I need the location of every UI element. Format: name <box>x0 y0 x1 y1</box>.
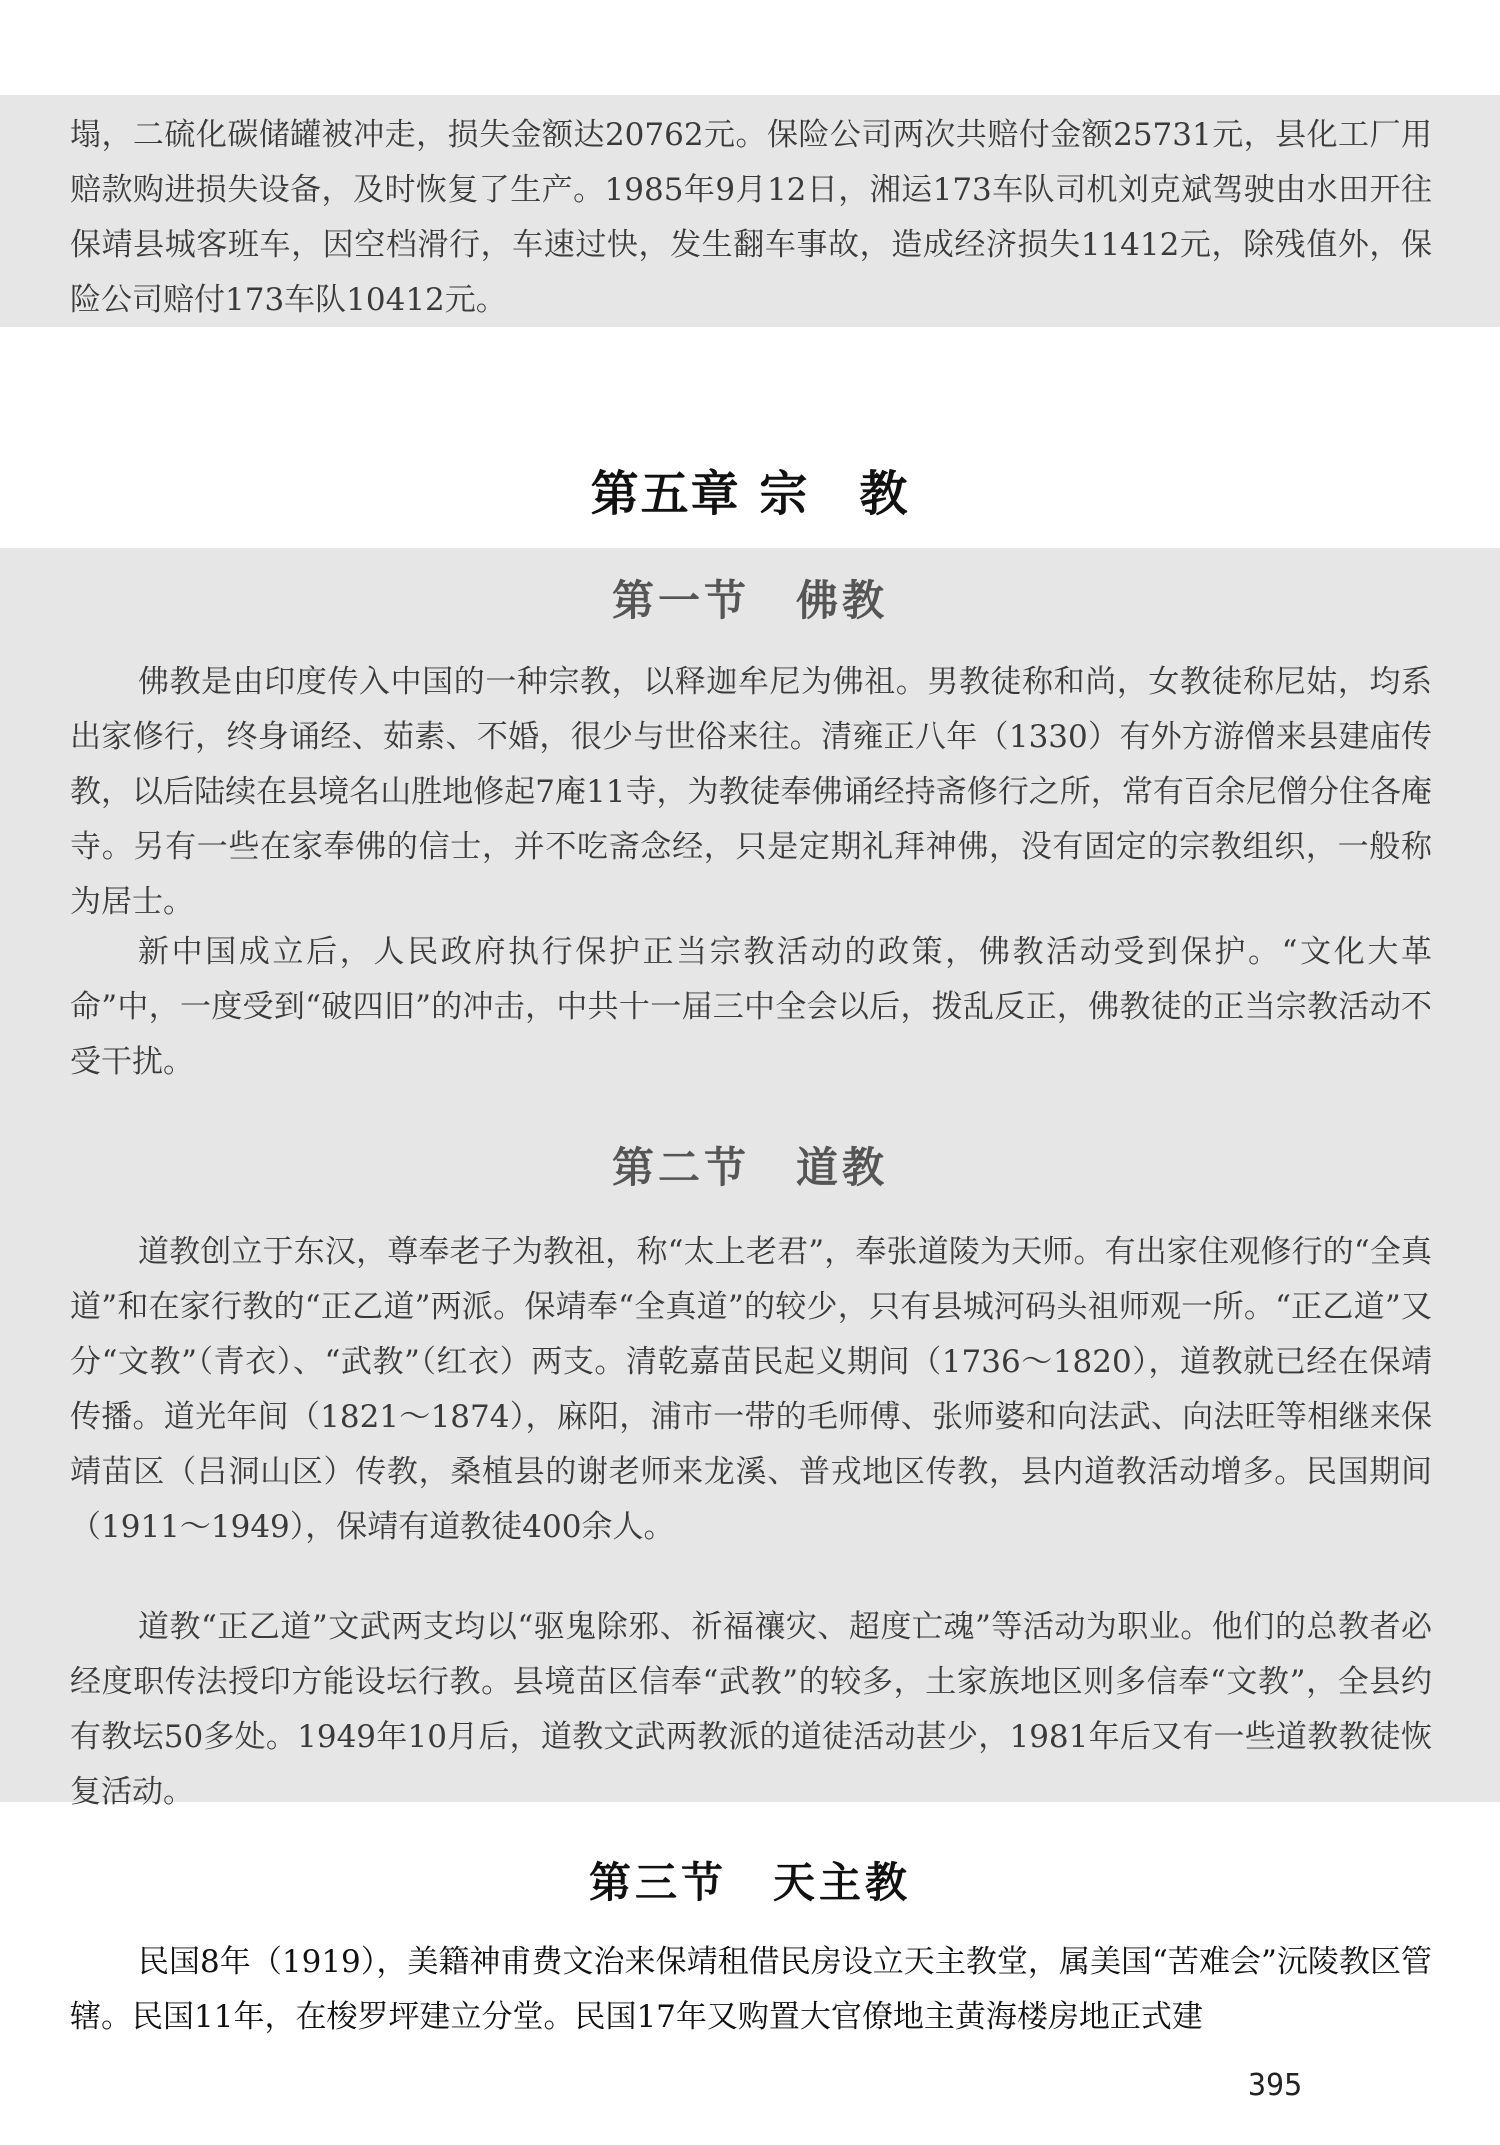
chapter-title: 第五章 宗 教 <box>590 466 910 522</box>
section-title-buddhism: 第一节 佛教 <box>611 576 888 625</box>
section-title-catholicism: 第三节 天主教 <box>588 1858 911 1907</box>
buddhism-paragraph-1: 佛教是由印度传入中国的一种宗教，以释迦牟尼为佛祖。男教徒称和尚，女教徒称尼姑，均系出家修行，终身诵经、茹素、不婚，很少与世俗来往。清雍正八年（1330）有外方游僧来县建庙传教，以后陆续在县境名山胜地修起7庵11寺，为教徒奉佛诵经持斋修行之所，常有百余尼僧分住各庵寺。另有一些在家奉佛的信士，并不吃斋念经，只是定期礼拜神佛，没有固定的宗教组织，一般称为居士。 <box>70 664 1432 920</box>
page-number: 395 <box>1248 2068 1303 2103</box>
section-title-taoism: 第二节 道教 <box>611 1143 888 1192</box>
taoism-paragraph-2: 道教“正乙道”文武两支均以“驱鬼除邪、祈福禳灾、超度亡魂”等活动为职业。他们的总教者必经度职传法授印方能设坛行教。县境苗区信奉“武教”的较多，土家族地区则多信奉“文教”，全县约有教坛50多处。1949年10月后，道教文武两教派的道徒活动甚少，1981年后又有一些道教教徒恢复活动。 <box>70 1609 1432 1810</box>
buddhism-paragraph-2: 新中国成立后，人民政府执行保护正当宗教活动的政策，佛教活动受到保护。“文化大革命”中，一度受到“破四旧”的冲击，中共十一届三中全会以后，拨乱反正，佛教徒的正当宗教活动不受干扰。 <box>70 934 1432 1080</box>
continuation-paragraph: 塌，二硫化碳储罐被冲走，损失金额达20762元。保险公司两次共赔付金额25731元，县化工厂用赔款购进损失设备，及时恢复了生产。1985年9月12日，湘运173车队司机刘克斌驾驶由水田开往保靖县城客班车，因空档滑行，车速过快，发生翻车事故，造成经济损失11412元，除残值外，保险公司赔付173车队10412元。 <box>70 117 1432 318</box>
taoism-paragraph-1: 道教创立于东汉，尊奉老子为教祖，称“太上老君”，奉张道陵为天师。有出家住观修行的“全真道”和在家行教的“正乙道”两派。保靖奉“全真道”的较少，只有县城河码头祖师观一所。“正乙道”又分“文教”（青衣）、“武教”（红衣）两支。清乾嘉苗民起义期间（1736～1820），道教就已经在保靖传播。道光年间（1821～1874），麻阳，浦市一带的毛师傅、张师婆和向法武、向法旺等相继来保靖苗区（吕洞山区）传教，桑植县的谢老师来龙溪、普戎地区传教，县内道教活动增多。民国期间（1911～1949），保靖有道教徒400余人。 <box>70 1234 1432 1545</box>
catholicism-paragraph-1: 民国8年（1919），美籍神甫费文治来保靖租借民房设立天主教堂，属美国“苦难会”沅陵教区管辖。民国11年，在梭罗坪建立分堂。民国17年又购置大官僚地主黄海楼房地正式建 <box>70 1944 1432 2035</box>
